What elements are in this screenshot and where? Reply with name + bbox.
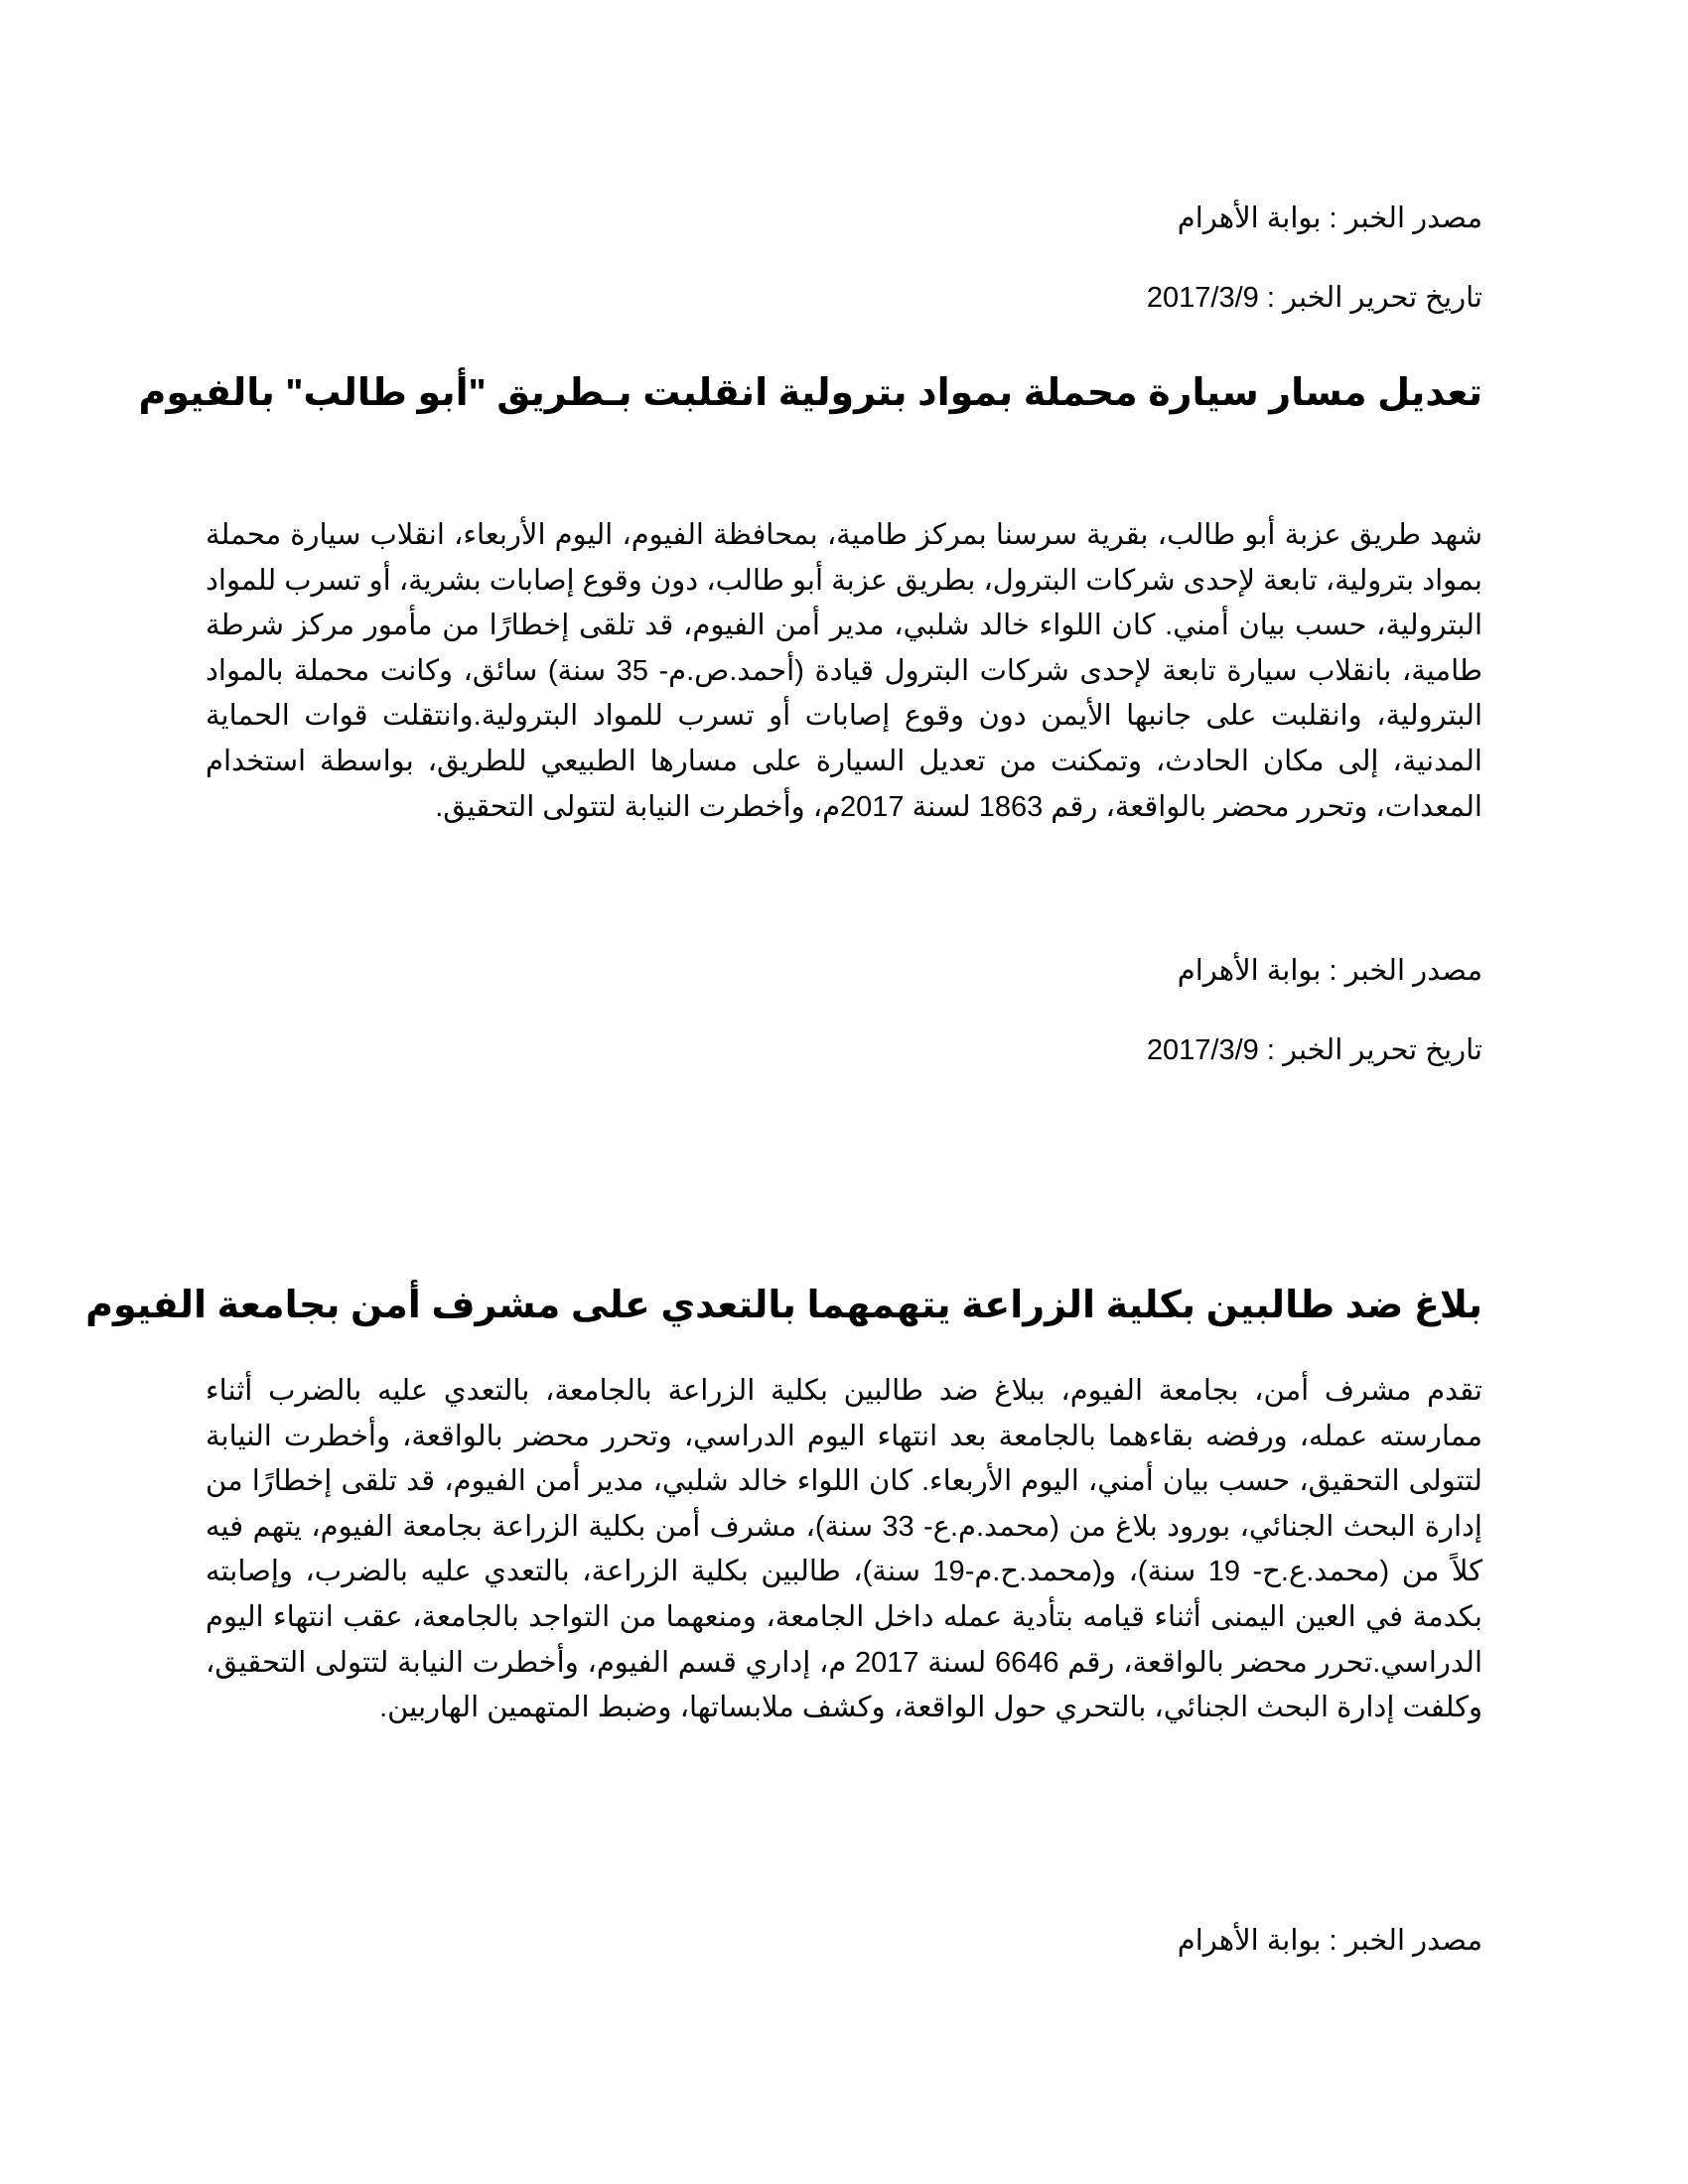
- news-source-line-article-2: مصدر الخبر : بوابة الأهرام: [1177, 1925, 1482, 1957]
- article-title-2: بلاغ ضد طالبين بكلية الزراعة يتهمهما بالتعدي على مشرف أمن بجامعة الفيوم: [85, 1285, 1482, 1326]
- news-source-line-after-article-1: مصدر الخبر : بوابة الأهرام: [1177, 955, 1482, 987]
- news-date-line-after-article-1: تاريخ تحرير الخبر : 2017/3/9: [1146, 1034, 1482, 1066]
- news-date-line: تاريخ تحرير الخبر : 2017/3/9: [1146, 282, 1482, 314]
- article-body-2: تقدم مشرف أمن، بجامعة الفيوم، ببلاغ ضد طالبين بكلية الزراعة بالجامعة، بالتعدي عليه بالضرب أثناء ممارسته عمله، ورفضه بقاءهما بالجامعة بعد انتهاء اليوم الدراسي، وتحرر محضر بالواقعة، وأخطرت النيابة لتتولى التحقيق، حسب بيان أمني، اليوم الأربعاء. كان اللواء خالد شلبي، مدير أمن الفيوم، قد تلقى إخطارًا من إدارة البحث الجنائي، بورود بلاغ من (محمد.م.ع- 33 سنة)، مشرف أمن بكلية الزراعة بجامعة الفيوم، يتهم فيه كلاً من (محمد.ع.ح- 19 سنة)، و(محمد.ح.م-19 سنة)، طالبين بكلية الزراعة، بالتعدي عليه بالضرب، وإصابته بكدمة في العين اليمنى أثناء قيامه بتأدية عمله داخل الجامعة، ومنعهما من التواجد بالجامعة، عقب انتهاء اليوم الدراسي.تحرر محضر بالواقعة، رقم 6646 لسنة 2017 م، إداري قسم الفيوم، وأخطرت النيابة لتتولى التحقيق، وكلفت إدارة البحث الجنائي، بالتحري حول الواقعة، وكشف ملابساتها، وضبط المتهمين الهاربين.: [206, 1375, 1483, 1724]
- news-source-line: مصدر الخبر : بوابة الأهرام: [1177, 203, 1482, 234]
- article-body-1: شهد طريق عزبة أبو طالب، بقرية سرسنا بمركز طامية، بمحافظة الفيوم، اليوم الأربعاء، انقلاب سيارة محملة بمواد بترولية، تابعة لإحدى شركات البترول، بطريق عزبة أبو طالب، دون وقوع إصابات بشرية، أو تسرب للمواد البترولية، حسب بيان أمني. كان اللواء خالد شلبي، مدير أمن الفيوم، قد تلقى إخطارًا من مأمور مركز شرطة طامية، بانقلاب سيارة تابعة لإحدى شركات البترول قيادة (أحمد.ص.م- 35 سنة) سائق، وكانت محملة بالمواد البترولية، وانقلبت على جانبها الأيمن دون وقوع إصابات أو تسرب للمواد البترولية.وانتقلت قوات الحماية المدنية، إلى مكان الحادث، وتمكنت من تعديل السيارة على مسارها الطبيعي للطريق، بواسطة استخدام المعدات، وتحرر محضر بالواقعة، رقم 1863 لسنة 2017م، وأخطرت النيابة لتتولى التحقيق.: [206, 519, 1482, 823]
- article-title-1: تعديل مسار سيارة محملة بمواد بترولية انقلبت بـطريق "أبو طالب" بالفيوم: [138, 372, 1482, 414]
